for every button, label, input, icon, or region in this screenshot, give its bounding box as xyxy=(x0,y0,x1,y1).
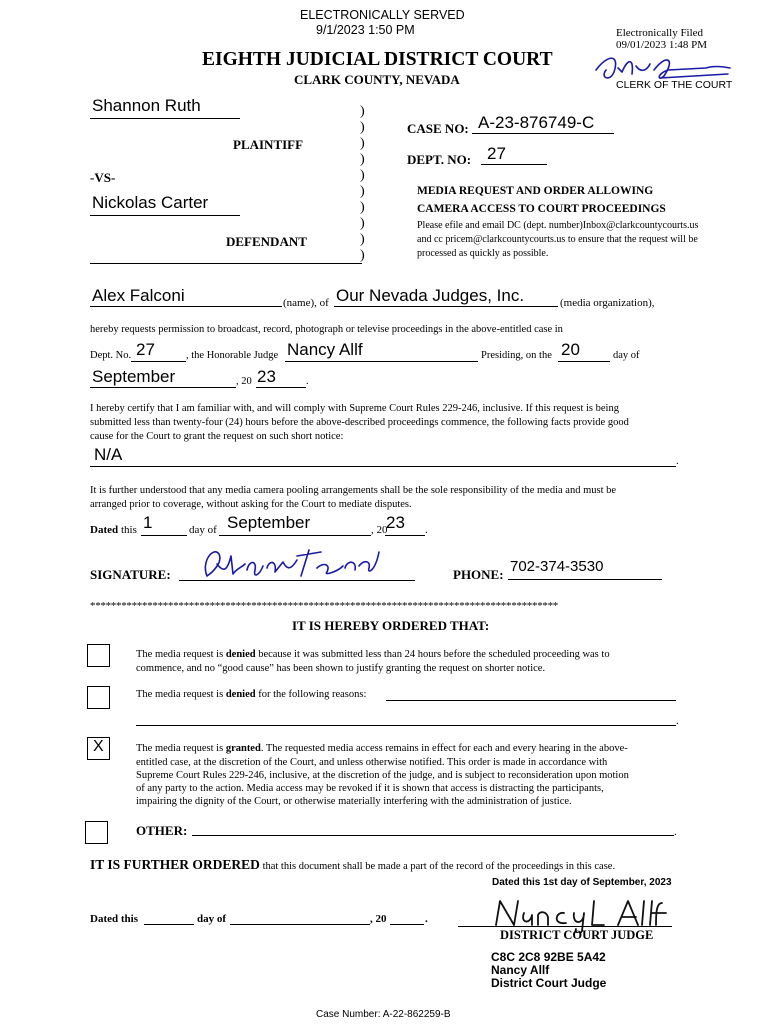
judge-label: , the Honorable Judge xyxy=(186,350,279,361)
media-org-underline xyxy=(334,306,558,307)
vs-label: -VS- xyxy=(90,170,116,185)
reasons-line-2 xyxy=(136,725,676,726)
footer-day-underline xyxy=(144,924,194,925)
judge-signature-line xyxy=(458,926,672,927)
media-org: Our Nevada Judges, Inc. xyxy=(336,286,525,305)
presiding-label: Presiding, on the xyxy=(481,350,552,361)
option-1-line-2: commence, and no “good cause” has been shown to justify granting the request on shorter notice. xyxy=(136,663,546,674)
certify-line-1: I hereby certify that I am familiar with, and will comply with Supreme Court Rules 229-246, inclusive. If this request is being xyxy=(90,403,619,414)
granted-check-mark: X xyxy=(93,738,104,755)
dated-month-underline xyxy=(219,535,371,536)
dated-day: 1 xyxy=(143,513,153,532)
caption-bottom-line xyxy=(90,263,362,264)
org-label: (media organization), xyxy=(560,297,655,309)
order-heading: IT IS HEREBY ORDERED THAT: xyxy=(292,618,490,633)
form-title-line-1: MEDIA REQUEST AND ORDER ALLOWING xyxy=(417,185,654,197)
judge-name-field: Nancy Allf xyxy=(287,340,363,359)
judge-signature xyxy=(490,893,670,933)
footer-year-period: . xyxy=(425,913,428,925)
reasons-line-1 xyxy=(386,700,676,701)
denied-late-checkbox[interactable] xyxy=(87,644,110,667)
option-3-line-4: of any party to the action. Media access may be revoked if it is shown that access is distracting the participants, xyxy=(136,783,604,794)
filed-line-1: Electronically Filed xyxy=(616,27,704,39)
request-text: hereby requests permission to broadcast, record, photograph or televise proceedings in the above-entitled case in xyxy=(90,324,563,335)
signature-code: C8C 2C8 92BE 5A42 xyxy=(491,950,606,964)
dept-underline xyxy=(131,361,186,362)
dept-no-underline xyxy=(481,164,547,165)
dated-day-of-label: day of xyxy=(189,524,217,536)
requester-name: Alex Falconi xyxy=(92,286,185,305)
dept-no-value: 27 xyxy=(487,144,506,163)
form-title-line-2: CAMERA ACCESS TO COURT PROCEEDINGS xyxy=(417,203,666,215)
other-period: . xyxy=(674,826,677,838)
plaintiff-label: PLAINTIFF xyxy=(233,137,304,152)
dated-year-prefix: , 20 xyxy=(371,524,388,536)
dated-label: Dated xyxy=(90,524,119,536)
phone-label: PHONE: xyxy=(453,567,504,582)
judge-underline xyxy=(285,361,478,362)
name-label: (name), of xyxy=(283,297,329,309)
certify-line-2: submitted less than twenty-four (24) hours before the above-described proceedings commence, the following facts provide good xyxy=(90,417,629,428)
dated-this-label: this xyxy=(121,524,137,536)
instruction-line-2: and cc pricem@clarkcountycourts.us to ensure that the request will be xyxy=(417,234,698,245)
instruction-line-3: processed as quickly as possible. xyxy=(417,248,549,259)
caption-bracket: ) ) ) ) ) ) ) ) ) ) xyxy=(360,104,365,263)
month-underline xyxy=(90,387,236,388)
year-underline xyxy=(256,387,306,388)
option-3-line-5: impairing the dignity of the Court, or otherwise materially interfering with the administration of justice. xyxy=(136,796,572,807)
dated-period: . xyxy=(425,524,428,536)
certify-line-3: cause for the Court to grant the request on such short notice: xyxy=(90,431,344,442)
footer-year-underline xyxy=(390,924,424,925)
further-ordered: IT IS FURTHER ORDERED that this document shall be made a part of the record of the proceedings in this case. xyxy=(90,857,616,872)
instruction-line-1: Please efile and email DC (dept. number)Inbox@clarkcountycourts.us xyxy=(417,220,699,231)
separator-stars: ****************************************************************************************** xyxy=(90,600,559,612)
option-3-line-1: The media request is granted. The requested media access remains in effect for each and every hearing in the above- xyxy=(136,743,628,754)
filed-line-2: 09/01/2023 1:48 PM xyxy=(616,39,708,51)
option-1-line-1: The media request is denied because it was submitted less than 24 hours before the scheduled proceeding was to xyxy=(136,649,610,660)
option-3-line-2: entitled case, at the discretion of the Court, and unless otherwise notified. This order is made in accordance with xyxy=(136,757,608,768)
phone-value: 702-374-3530 xyxy=(510,558,604,575)
pool-line-2: arranged prior to coverage, without asking for the Court to mediate disputes. xyxy=(90,499,412,510)
case-no-value: A-23-876749-C xyxy=(478,113,595,132)
requester-underline xyxy=(90,306,282,307)
plaintiff-name: Shannon Ruth xyxy=(92,96,201,115)
day-underline xyxy=(558,361,610,362)
month-value: September xyxy=(92,367,176,386)
dated-month: September xyxy=(227,513,311,532)
dated-year: 23 xyxy=(386,513,405,532)
footer-day-of: day of xyxy=(197,913,227,925)
defendant-name: Nickolas Carter xyxy=(92,193,209,212)
dept-label: Dept. No. xyxy=(90,350,132,361)
stamp-dated: Dated this 1st day of September, 2023 xyxy=(492,877,672,888)
court-county: CLARK COUNTY, NEVADA xyxy=(294,72,460,87)
granted-checkbox[interactable] xyxy=(87,737,110,760)
phone-underline xyxy=(508,579,662,580)
court-name: EIGHTH JUDICIAL DISTRICT COURT xyxy=(202,49,553,70)
other-checkbox[interactable] xyxy=(85,821,108,844)
year-value: 23 xyxy=(257,367,276,386)
judge-title: DISTRICT COURT JUDGE xyxy=(500,928,654,942)
stamp-judge-role: District Court Judge xyxy=(491,976,607,990)
cause-value: N/A xyxy=(94,445,123,464)
dated-day-underline xyxy=(141,535,187,536)
served-line-2: 9/1/2023 1:50 PM xyxy=(316,23,415,37)
day-value: 20 xyxy=(561,340,580,359)
option-3-line-3: Supreme Court Rules 229-246, inclusive, at the discretion of the judge, and is subject to reconsideration upon motion xyxy=(136,770,629,781)
day-of-label: day of xyxy=(613,350,640,361)
other-underline xyxy=(192,835,674,836)
case-no-label: CASE NO: xyxy=(407,121,469,136)
stamp-judge-name: Nancy Allf xyxy=(491,963,550,977)
defendant-label: DEFENDANT xyxy=(226,234,307,249)
clerk-label: CLERK OF THE COURT xyxy=(616,79,733,91)
denied-reasons-checkbox[interactable] xyxy=(87,686,110,709)
pool-line-1: It is further understood that any media camera pooling arrangements shall be the sole responsibility of the media and must be xyxy=(90,485,617,496)
signature-label: SIGNATURE: xyxy=(90,567,171,582)
other-label: OTHER: xyxy=(136,823,188,838)
option-2-text: The media request is denied for the following reasons: xyxy=(136,689,367,700)
footer-month-underline xyxy=(230,924,370,925)
case-no-underline xyxy=(472,133,614,134)
year-period: . xyxy=(306,376,309,387)
year-prefix: , 20 xyxy=(236,376,252,387)
dept-no-label: DEPT. NO: xyxy=(407,152,472,167)
served-line-1: ELECTRONICALLY SERVED xyxy=(300,8,465,22)
cause-underline xyxy=(90,466,676,467)
footer-year-label: , 20 xyxy=(370,913,387,925)
dated-year-underline xyxy=(385,535,425,536)
reasons-period: . xyxy=(676,716,679,727)
dept-value: 27 xyxy=(136,340,155,359)
requester-signature xyxy=(193,542,383,586)
defendant-underline xyxy=(90,215,240,216)
cause-period: . xyxy=(676,456,679,467)
plaintiff-underline xyxy=(90,118,240,119)
footer-case-number: Case Number: A-22-862259-B xyxy=(316,1009,451,1020)
dated-this-footer: Dated this xyxy=(90,913,138,925)
